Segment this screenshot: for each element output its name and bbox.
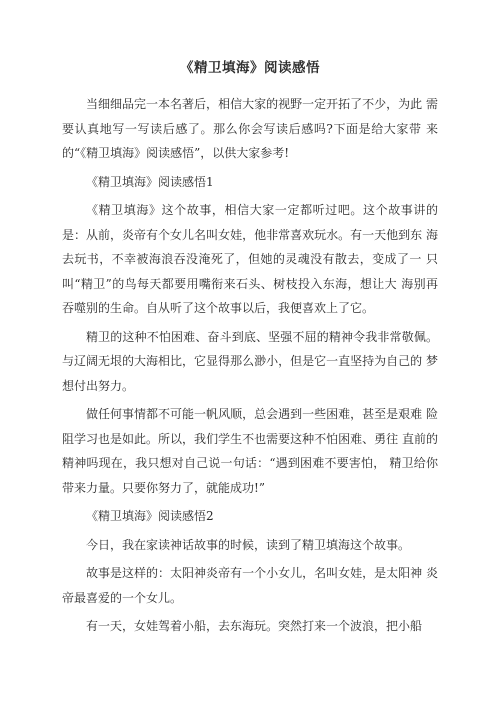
reflection-paragraph: 做任何事情都不可能一帆风顺，总会遇到一些困难，甚至是艰难 险阻学习也是如此。所以，我们学生不也需要这种不怕困难、勇往 直前的精神吗现在，我只想对自己说一句话：“遇到困难不要害怕， 精卫给你带来力量。只要你努力了，就能成功!” xyxy=(62,407,438,495)
story-paragraph: 《精卫填海》这个故事，相信大家一定都听过吧。这个故事讲的 是：从前，炎帝有个女儿名叫女娃，他非常喜欢玩水。有一天他到东 海去玩书，不幸被海浪吞没淹死了，但她的灵魂没有散去，变成了一 只叫“精卫”的鸟每天都要用嘴衔来石头、树枝投入东海，想让大 海别再吞噬别的生命。自从听了这个故事以后，我便喜欢上了它。 xyxy=(62,203,438,315)
document-page xyxy=(62,58,438,643)
story-intro-paragraph: 故事是这样的：太阳神炎帝有一个小女儿，名叫女娃，是太阳神 炎帝最喜爱的一个女儿。 xyxy=(62,566,438,605)
intro-paragraph: 当细细品完一本名著后，相信大家的视野一定开拓了不少，为此 需要认真地写一写读后感了。那么你会写读后感吗?下面是给大家带 来的“《精卫填海》阅读感悟”，以供大家参考! xyxy=(62,97,438,160)
spirit-paragraph: 精卫的这种不怕困难、奋斗到底、坚强不屈的精神令我非常敬佩。 与辽阔无垠的大海相比，它显得那么渺小，但是它一直坚持为自己的 梦想付出努力。 xyxy=(62,329,438,393)
story-continue-paragraph: 有一天，女娃驾着小船，去东海玩。突然打来一个波浪，把小船 xyxy=(86,619,423,633)
section-heading-2: 《精卫填海》阅读感悟2 xyxy=(86,509,214,523)
reading-paragraph: 今日，我在家读神话故事的时候，读到了精卫填海这个故事。 xyxy=(86,537,411,552)
document-title: 《精卫填海》阅读感悟 xyxy=(180,60,320,76)
section-heading-1: 《精卫填海》阅读感悟1 xyxy=(86,174,214,189)
